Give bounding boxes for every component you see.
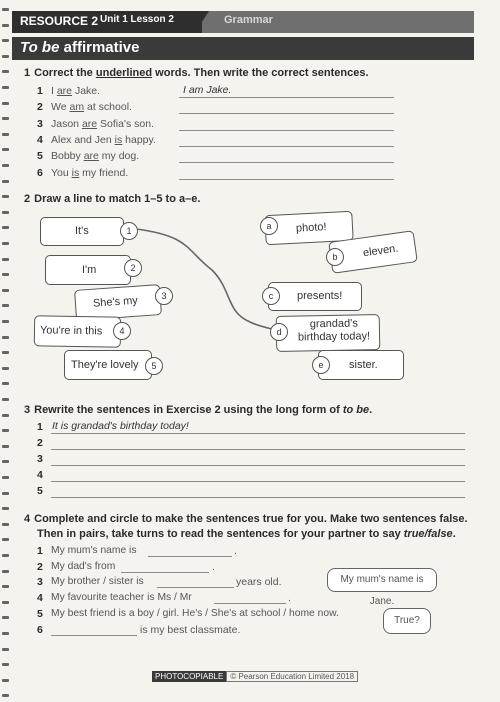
ex3-instruction: 3 Rewrite the sentences in Exercise 2 using the long form of to be. [24,404,373,416]
piece-text: eleven. [362,242,400,259]
ex2-instruction: 2 Draw a line to match 1–5 to a–e. [24,193,201,205]
item-number: 4 [37,469,43,481]
copyright-text: © Pearson Education Limited 2018 [226,671,358,682]
item-sentence: My brother / sister is [51,576,144,588]
section-label: Grammar [224,14,273,26]
photocopiable-badge: PHOTOCOPIABLE [152,671,226,682]
answer-line[interactable] [148,556,232,557]
answer-text: It is grandad's birthday today! [52,420,189,432]
piece-letter-a: a [260,217,278,235]
item-number: 1 [37,85,43,97]
piece-text: grandad's birthday today! [297,317,371,344]
unit-lesson-label: Unit 1 Lesson 2 [100,14,174,25]
piece-number-1: 1 [120,222,138,240]
piece-text: presents! [297,290,343,302]
answer-line[interactable] [51,465,465,466]
page-title: To be affirmative [20,39,140,56]
piece-number-2: 2 [124,259,142,277]
piece-text: You're in this [39,324,103,338]
item-sentence: Jason are Sofia's son. [51,117,154,130]
answer-line[interactable] [51,481,465,482]
item-sentence: My favourite teacher is Ms / Mr [51,592,192,604]
item-number: 1 [37,545,43,557]
piece-letter-d: d [270,323,288,341]
match-piece-5[interactable] [64,350,152,380]
piece-letter-c: c [262,287,280,305]
item-sentence: I are Jake. [51,85,101,97]
item-number: 3 [37,453,43,465]
piece-number-5: 5 [145,357,163,375]
answer-line[interactable] [214,603,286,604]
match-piece-d[interactable] [276,314,381,352]
item-number: 5 [37,607,43,620]
piece-text: They're lovely [71,358,139,371]
answer-text: I am Jake. [183,84,232,96]
piece-text: I'm [82,263,97,276]
answer-line[interactable] [51,497,465,498]
piece-text: It's [75,225,89,237]
match-piece-2[interactable] [45,255,131,285]
piece-letter-e: e [312,356,330,374]
item-number: 2 [37,101,43,114]
item-sentence: My dad's from [51,560,116,572]
speech-bubble-true: True? [383,608,431,634]
item-sentence: My mum's name is [51,545,137,556]
item-suffix: . [234,545,237,557]
piece-text: photo! [295,220,327,235]
footer [152,671,358,683]
item-suffix: . [288,592,291,605]
item-number: 4 [37,133,43,146]
piece-letter-b: b [326,248,344,266]
match-piece-e[interactable] [318,350,404,380]
piece-text: sister. [349,358,378,371]
match-piece-1[interactable] [40,217,124,246]
item-suffix: years old. [236,576,282,589]
resource-label: RESOURCE 2 [20,14,99,28]
item-sentence: Bobby are my dog. [51,150,140,163]
answer-line[interactable] [51,433,465,434]
answer-line[interactable] [51,635,137,636]
item-number: 6 [37,623,43,636]
match-piece-4[interactable] [34,315,122,348]
item-number: 1 [37,421,43,433]
item-sentence: We am at school. [51,101,132,114]
speech-bubble-example: My mum's name is Jane. [327,568,437,592]
item-sentence: Alex and Jen is happy. [51,133,156,146]
item-sentence: You is my friend. [51,166,129,179]
match-piece-c[interactable] [268,282,362,311]
item-number: 3 [37,576,43,589]
item-number: 5 [37,150,43,163]
item-suffix: . [212,560,215,573]
item-number: 3 [37,117,43,130]
item-number: 2 [37,437,43,449]
item-number: 4 [37,592,43,605]
piece-text: She's my [92,294,139,310]
item-suffix: is my best classmate. [140,623,241,636]
item-number: 6 [37,166,43,179]
item-number: 2 [37,560,43,573]
item-sentence: My best friend is a boy / girl. He's / She's at school / home now. [51,607,339,619]
ex4-instruction-1: 4 Complete and circle to make the sentences true for you. Make two sentences false. [24,513,468,525]
ex4-instruction-2: Then in pairs, take turns to read the sentences for your partner to say true/false. [37,528,456,540]
piece-number-3: 3 [155,287,173,305]
answer-line[interactable] [121,572,209,573]
ex1-instruction: 1 Correct the underlined words. Then write the correct sentences. [24,67,369,79]
item-number: 5 [37,485,43,497]
answer-line[interactable] [157,587,234,588]
answer-line[interactable] [51,449,465,450]
piece-number-4: 4 [113,322,131,340]
